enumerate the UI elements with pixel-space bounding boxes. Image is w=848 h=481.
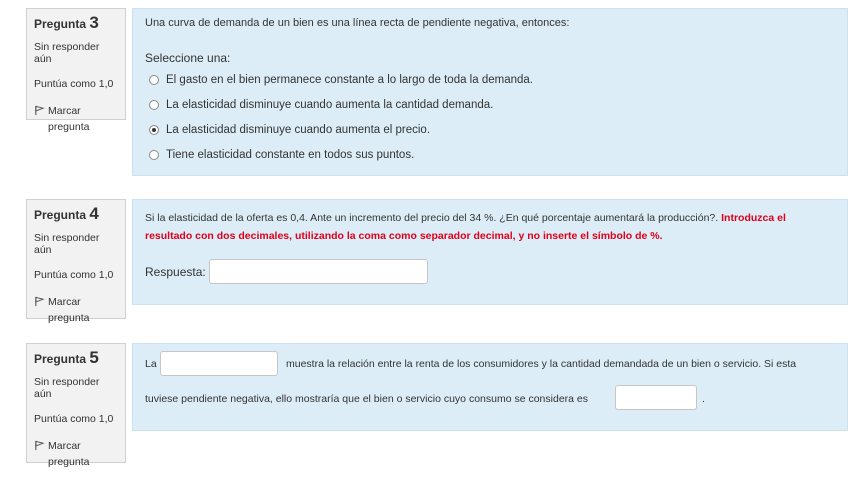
question-4-text-block xyxy=(145,209,833,245)
flag-label: Marcar pregunta xyxy=(48,296,90,325)
option-1[interactable] xyxy=(149,67,533,92)
radio-button-selected[interactable] xyxy=(149,125,159,135)
blank-1-input[interactable] xyxy=(160,351,278,376)
question-5-text-line2: tuviese pendiente negativa, ello mostraría que el bien o servicio cuyo consumo se considera es xyxy=(145,393,589,405)
question-number: 5 xyxy=(89,348,99,367)
question-3-number xyxy=(34,13,118,33)
question-4-flag-button[interactable] xyxy=(34,294,118,327)
radio-button[interactable] xyxy=(149,150,159,160)
question-3-flag-button[interactable] xyxy=(34,103,118,136)
option-label: Tiene elasticidad constante en todos sus puntos. xyxy=(166,148,415,161)
blank-2-input[interactable] xyxy=(615,385,697,410)
option-3[interactable] xyxy=(149,117,533,142)
option-label: La elasticidad disminuye cuando aumenta la cantidad demanda. xyxy=(166,98,494,111)
option-4[interactable] xyxy=(149,142,533,167)
flag-icon xyxy=(34,105,45,116)
question-3-score: Puntúa como 1,0 xyxy=(34,78,114,90)
answer-input[interactable] xyxy=(209,259,428,284)
question-5-status: Sin responder aún xyxy=(34,376,100,400)
question-4-instruction: Introduzca el resultado con dos decimales, utilizando la coma como separador decimal, y no inserte el símbolo de %. xyxy=(145,212,786,242)
radio-button[interactable] xyxy=(149,75,159,85)
question-5-content xyxy=(132,343,848,431)
question-label: Pregunta xyxy=(34,208,87,222)
question-3-status: Sin responder aún xyxy=(34,41,100,65)
question-number: 4 xyxy=(89,204,99,223)
option-label: La elasticidad disminuye cuando aumenta el precio. xyxy=(166,123,431,136)
question-label: Pregunta xyxy=(34,352,87,366)
answer-label: Respuesta: xyxy=(145,265,206,279)
option-2[interactable] xyxy=(149,92,533,117)
question-3-options xyxy=(133,67,533,167)
question-3-content xyxy=(132,8,848,176)
question-5-info xyxy=(26,343,126,469)
question-5-score: Puntúa como 1,0 xyxy=(34,413,114,425)
question-3-info xyxy=(26,8,126,134)
question-4-status: Sin responder aún xyxy=(34,232,100,256)
flag-icon xyxy=(34,440,45,451)
question-4-text: Si la elasticidad de la oferta es 0,4. Ante un incremento del precio del 34 %. ¿En qué porcentaje aumentará la producción?. xyxy=(145,212,719,224)
option-label: El gasto en el bien permanece constante a lo largo de toda la demanda. xyxy=(166,73,533,86)
question-4-score: Puntúa como 1,0 xyxy=(34,269,114,281)
flag-label: Marcar pregunta xyxy=(48,440,90,469)
question-5-flag-button[interactable] xyxy=(34,438,118,471)
question-5-text-middle: muestra la relación entre la renta de los consumidores y la cantidad demandada de un bien o servicio. Si esta xyxy=(286,358,797,370)
question-label: Pregunta xyxy=(34,17,87,31)
question-5-number xyxy=(34,348,118,368)
question-4-info xyxy=(26,199,126,325)
question-5-text-before: La xyxy=(145,358,157,370)
radio-button[interactable] xyxy=(149,100,159,110)
flag-icon xyxy=(34,296,45,307)
question-4-content xyxy=(132,199,848,305)
question-4-number xyxy=(34,204,118,224)
question-5-text-end: . xyxy=(702,393,705,405)
question-3-text: Una curva de demanda de un bien es una línea recta de pendiente negativa, entonces: xyxy=(145,17,570,29)
question-3-prompt: Seleccione una: xyxy=(145,51,231,65)
question-number: 3 xyxy=(89,13,99,32)
flag-label: Marcar pregunta xyxy=(48,105,90,134)
